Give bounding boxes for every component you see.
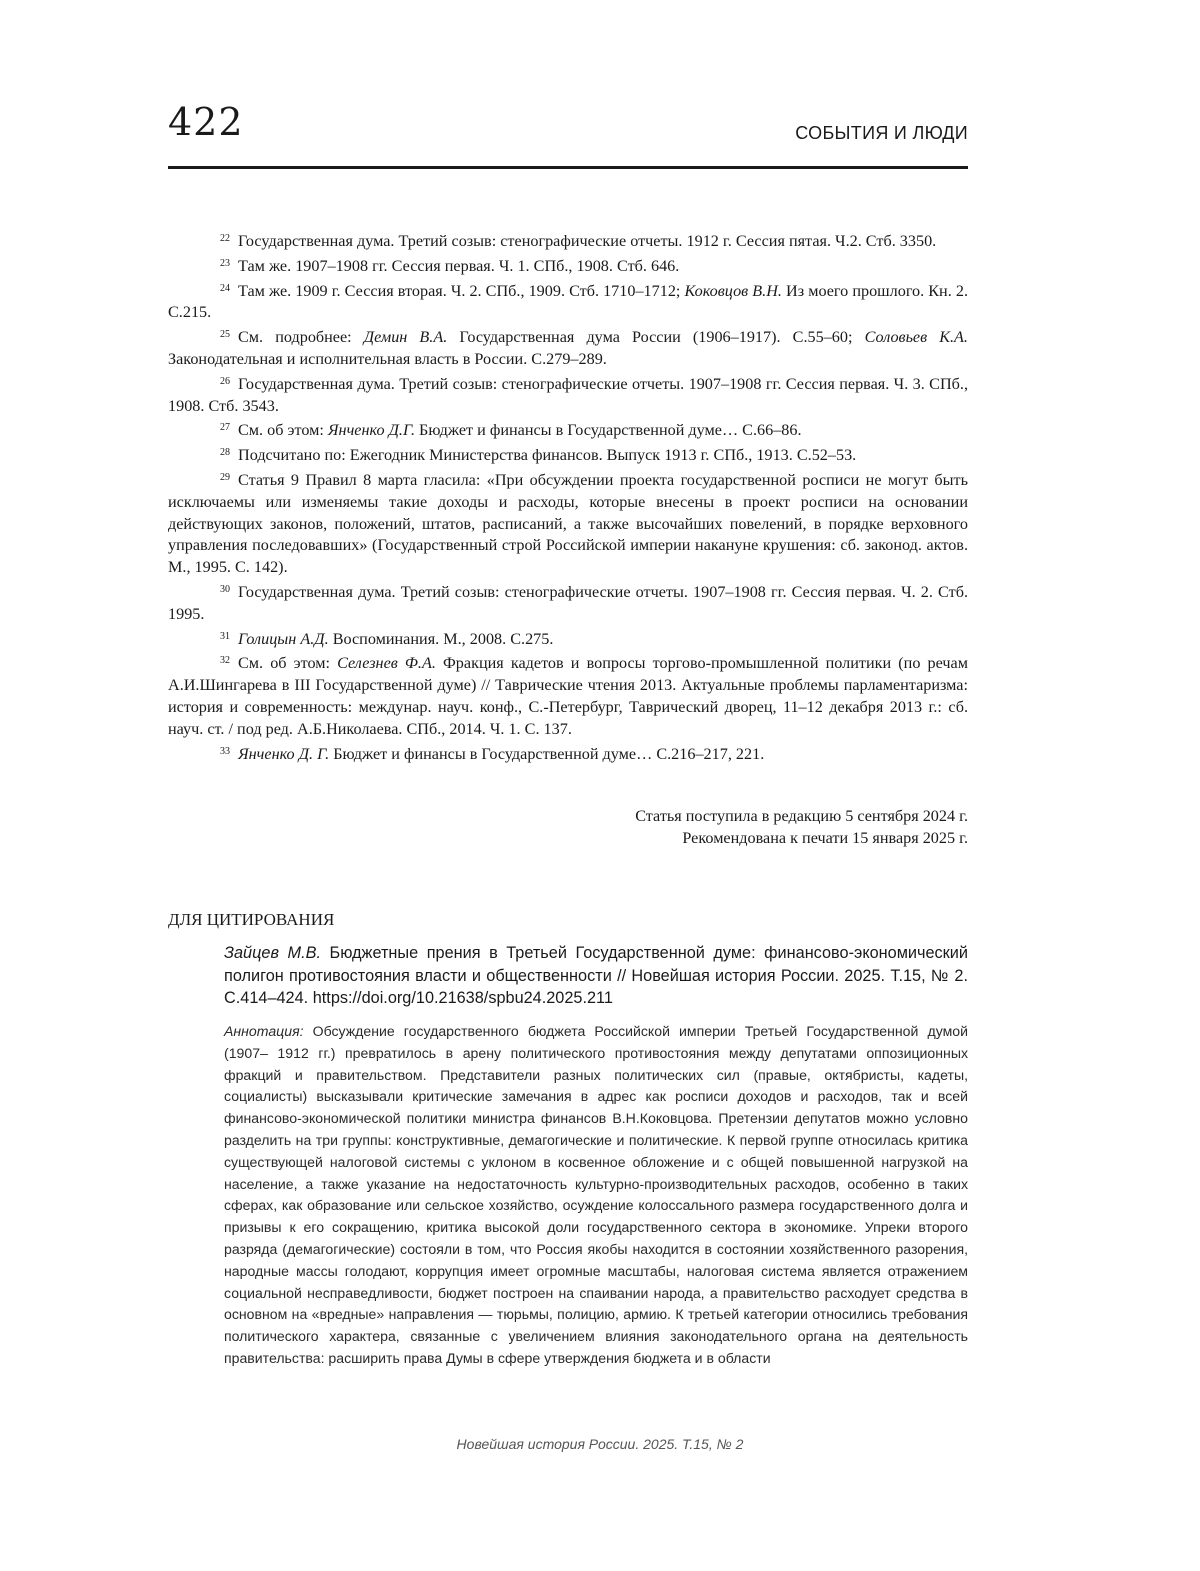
received-dates (468, 805, 968, 849)
footnote-text: Статья 9 Правил 8 марта гласила: «При обсуждении проекта государственной росписи не могут быть исключаемы или изменяемы такие доходы и расходы, которые внесены в проект росписи на основании действующих законов, положений, штатов, расписаний, а также высочайших повелений, в порядке верховного управления последовавших» (Государственный строй Российской империи накануне крушения: сб. законод. актов. М., 1995. С. 142). (168, 470, 968, 577)
footnote (168, 228, 968, 253)
citation-author: Зайцев М.В. (224, 944, 321, 962)
footnote-number: 26 (220, 375, 230, 387)
received-date: Статья поступила в редакцию 5 сентября 2024 г. (635, 807, 968, 825)
footnote-number: 32 (220, 655, 230, 667)
footnote (168, 324, 968, 371)
footnote-text: Фракция кадетов и вопросы торгово-промышленной политики (по речам А.И.Шингарева в III Государственной думе) // Таврические чтения 2013. Актуальные проблемы парламентаризма: история и современность: междунар. науч. конф., С.-Петербург, Таврический дворец, 11–12 декабря 2013 г.: сб. науч. ст. / под ред. А.Б.Николаева. СПб., 2014. Ч. 1. С. 137. (168, 654, 968, 738)
footnote-text: Бюджет и финансы в Государственной думе… С.216–217, 221. (329, 744, 765, 763)
citation-text: Бюджетные прения в Третьей Государственной думе: финансово-экономический полигон противостояния власти и общественности // Новейшая история России. 2025. Т.15, № 2. С.414–424. https://doi.org/10.21638/spbu24.2025.211 (224, 944, 968, 1008)
footnote-author: Янченко Д.Г. (327, 421, 415, 440)
recommended-date: Рекомендована к печати 15 января 2025 г. (682, 829, 968, 847)
footnote-text: Бюджет и финансы в Государственной думе… С.66–86. (415, 421, 802, 440)
footnote-number: 29 (220, 471, 230, 483)
footnote (168, 442, 968, 467)
footnote-text: См. об этом: (238, 421, 328, 440)
footnote-number: 28 (220, 447, 230, 459)
footnote-number: 30 (220, 583, 230, 595)
footnote (168, 371, 968, 418)
footer-journal: Новейшая история России. 2025. Т.15, № 2 (456, 1436, 744, 1452)
footnote-number: 33 (220, 745, 230, 757)
citation-heading: ДЛЯ ЦИТИРОВАНИЯ (168, 910, 335, 929)
footnote-number: 23 (220, 257, 230, 269)
abstract-label: Аннотация: (224, 1023, 304, 1039)
footnote-text: Подсчитано по: Ежегодник Министерства финансов. Выпуск 1913 г. СПб., 1913. С.52–53. (238, 446, 857, 465)
footnote-text: Законодательная и исполнительная власть в России. С.279–289. (168, 349, 607, 368)
footnote-text: См. подробнее: (238, 328, 364, 347)
footnote (168, 741, 968, 766)
abstract (224, 1021, 968, 1370)
footnote-text: Там же. 1907–1908 гг. Сессия первая. Ч. 1. СПб., 1908. Стб. 646. (238, 256, 680, 275)
footnote (168, 626, 968, 651)
footnote (168, 417, 968, 442)
footnote (168, 253, 968, 278)
footnote (168, 650, 968, 740)
footnote-author: Демин В.А. (363, 328, 448, 347)
footnote-text: Государственная дума. Третий созыв: стенографические отчеты. 1907–1908 гг. Сессия первая. Ч. 3. СПб., 1908. Стб. 3543. (168, 374, 968, 415)
footnote-text: Государственная дума России (1906–1917). С.55–60; (447, 328, 865, 347)
footnote (168, 467, 968, 579)
footnote-author: Коковцов В.Н. (684, 281, 782, 300)
header-rule (168, 166, 968, 169)
footnotes (168, 228, 968, 765)
abstract-text: Обсуждение государственного бюджета Российской империи Третьей Государственной думой (1907– 1912 гг.) превратилось в арену политического противостояния между депутатами оппозиционных фракций и правительством. Представители разных политических сил (правые, октябристы, кадеты, социалисты) высказывали критические замечания в адрес как росписи доходов и расходов, так и всей финансово-экономической политики министра финансов В.Н.Коковцова. Претензии депутатов можно условно разделить на три группы: конструктивные, демагогические и политические. К первой группе относилась критика существующей налоговой системы с уклоном в косвенное обложение и с общей повышенной нагрузкой на население, а также указание на недостаточность культурно-производительных расходов, особенно в таких сферах, как образование или сельское хозяйство, осуждение колоссального размера государственного долга и призывы к его сокращению, критика высокой доли государственного сектора в экономике. Упреки второго разряда (демагогические) состояли в том, что Россия якобы находится в состоянии хозяйственного разорения, народные массы голодают, коррупция имеет огромные масштабы, налоговая система является отражением социальной несправедливости, бюджет построен на спаивании народа, а правительство расходует средства в основном на «вредные» направления — тюрьмы, полицию, армию. К третьей категории относились требования политического характера, связанные с увеличением влияния законодательного органа на деятельность правительства: расширить права Думы в сфере утверждения бюджета и в области (224, 1023, 968, 1366)
footnote-text: Из моего прошлого. Кн. 2. С.215. (168, 281, 968, 322)
footnote-text: Государственная дума. Третий созыв: стенографические отчеты. 1907–1908 гг. Сессия первая. Ч. 2. Стб. 1995. (168, 582, 968, 623)
footnote-number: 24 (220, 282, 230, 294)
footnote-author: Голицын А.Д. (238, 629, 329, 648)
footnote-author: Янченко Д. Г. (238, 744, 330, 763)
citation (224, 942, 968, 1010)
page-number: 422 (168, 100, 244, 144)
footnote-number: 22 (220, 233, 230, 244)
footnote (168, 278, 968, 325)
footnote-author: Соловьев К.А. (864, 328, 968, 347)
footnote-number: 25 (220, 329, 230, 341)
footnote-number: 31 (220, 630, 230, 642)
footnote-text: Там же. 1909 г. Сессия вторая. Ч. 2. СПб., 1909. Стб. 1710–1712; (238, 281, 685, 300)
footnote-author: Селезнев Ф.А. (337, 654, 436, 673)
footnote-text: Государственная дума. Третий созыв: стенографические отчеты. 1912 г. Сессия пятая. Ч.2. Стб. 3350. (238, 232, 937, 250)
footnote-text: См. об этом: (238, 654, 338, 673)
footnote (168, 579, 968, 626)
section-title: СОБЫТИЯ И ЛЮДИ (795, 123, 968, 143)
footnote-number: 27 (220, 422, 230, 434)
footnote-text: Воспоминания. М., 2008. С.275. (328, 629, 554, 648)
